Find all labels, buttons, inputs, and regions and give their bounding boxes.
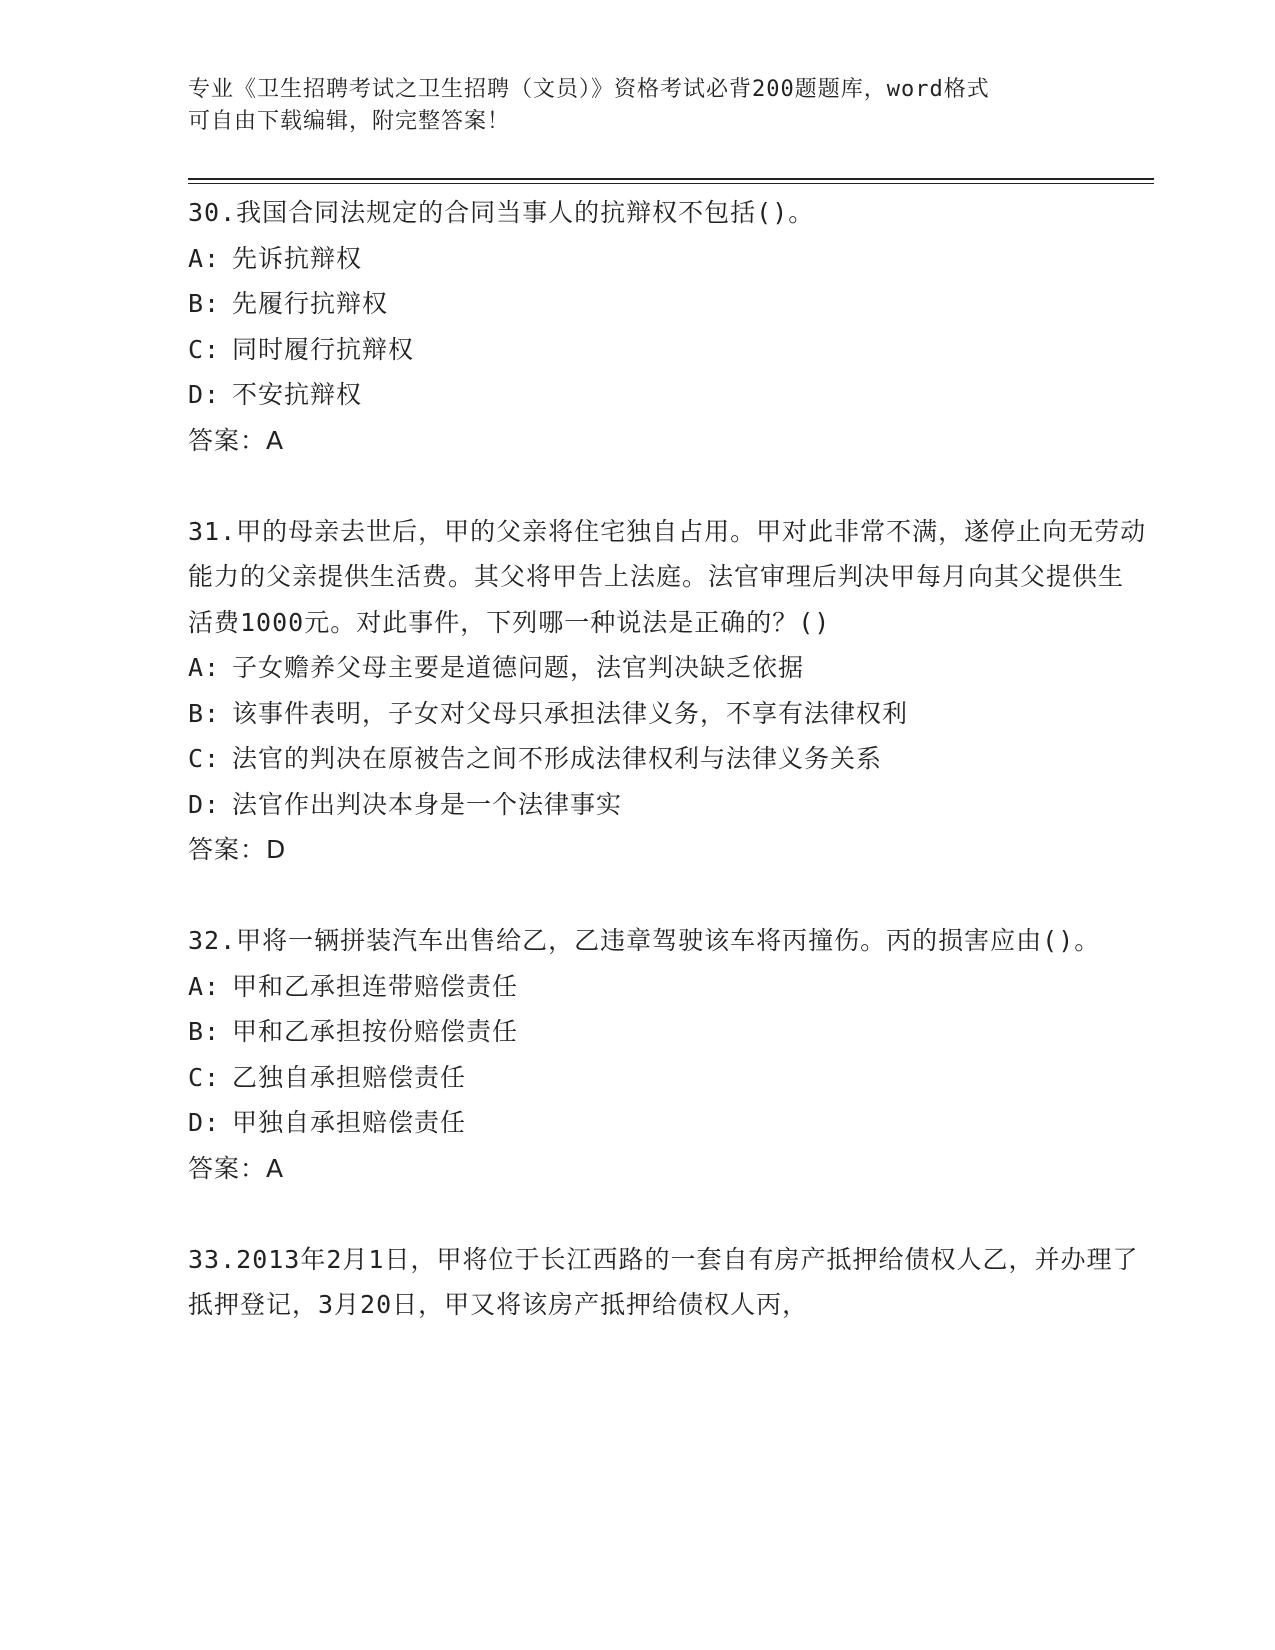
question-33 xyxy=(188,1237,1148,1328)
option-a xyxy=(188,645,1148,691)
option-letter: C: xyxy=(188,1062,221,1092)
option-b xyxy=(188,691,1148,737)
answer-line: 答案：A xyxy=(188,1153,285,1183)
document-header xyxy=(188,74,1068,138)
option-text: 该事件表明，子女对父母只承担法律义务，不享有法律权利 xyxy=(232,698,909,728)
header-line-1: 专业《卫生招聘考试之卫生招聘（文员）》资格考试必背200题题库，word格式 xyxy=(188,77,990,102)
option-c xyxy=(188,736,1148,782)
option-a xyxy=(188,964,1148,1010)
option-text: 甲和乙承担连带赔偿责任 xyxy=(232,971,519,1001)
option-text: 法官的判决在原被告之间不形成法律权利与法律义务关系 xyxy=(232,744,883,773)
option-d xyxy=(188,782,1148,828)
option-letter: A: xyxy=(188,971,221,1001)
header-rule-thin xyxy=(188,183,1154,184)
option-a xyxy=(188,236,1148,282)
option-b xyxy=(188,1009,1148,1055)
option-letter: D: xyxy=(188,789,221,819)
header-rule-thick xyxy=(188,178,1154,180)
option-text: 乙独自承担赔偿责任 xyxy=(232,1062,467,1092)
option-d xyxy=(188,1100,1148,1146)
option-letter: C: xyxy=(188,334,221,364)
question-30 xyxy=(188,190,1148,463)
question-stem: 30.我国合同法规定的合同当事人的抗辩权不包括()。 xyxy=(188,198,815,227)
option-letter: B: xyxy=(188,1017,221,1046)
option-text: 先诉抗辩权 xyxy=(232,243,363,273)
question-stem: 31.甲的母亲去世后，甲的父亲将住宅独自占用。甲对此非常不满，遂停止向无劳动能力的父亲提供生活费。其父将甲告上法庭。法官审理后判决甲每月向其父提供生活费1000元。对此事件，下列哪一种说法是正确的？() xyxy=(188,516,1147,637)
option-letter: D: xyxy=(188,1108,221,1137)
answer-line: 答案：D xyxy=(188,835,287,864)
answer-line: 答案：A xyxy=(188,425,285,455)
header-line-2: 可自由下载编辑，附完整答案！ xyxy=(188,109,511,134)
option-letter: B: xyxy=(188,698,221,728)
option-text: 甲和乙承担按份赔偿责任 xyxy=(232,1017,519,1046)
question-stem: 32.甲将一辆拼装汽车出售给乙，乙违章驾驶该车将丙撞伤。丙的损害应由()。 xyxy=(188,926,1101,955)
question-32 xyxy=(188,918,1148,1191)
option-letter: B: xyxy=(188,289,221,318)
option-b xyxy=(188,281,1148,327)
option-letter: D: xyxy=(188,380,221,409)
option-text: 法官作出判决本身是一个法律事实 xyxy=(232,789,623,819)
option-letter: C: xyxy=(188,744,221,773)
option-letter: A: xyxy=(188,243,221,273)
option-c xyxy=(188,327,1148,373)
option-text: 不安抗辩权 xyxy=(232,380,363,409)
question-stem: 33.2013年2月1日，甲将位于长江西路的一套自有房产抵押给债权人乙，并办理了抵押登记，3月20日，甲又将该房产抵押给债权人丙， xyxy=(188,1244,1139,1319)
question-list xyxy=(188,190,1148,1373)
option-text: 先履行抗辩权 xyxy=(232,289,389,318)
option-text: 甲独自承担赔偿责任 xyxy=(232,1108,467,1137)
option-letter: A: xyxy=(188,653,221,682)
option-text: 同时履行抗辩权 xyxy=(232,334,415,364)
option-d xyxy=(188,372,1148,418)
option-c xyxy=(188,1055,1148,1101)
option-text: 子女赡养父母主要是道德问题，法官判决缺乏依据 xyxy=(232,653,805,682)
question-31 xyxy=(188,509,1148,873)
